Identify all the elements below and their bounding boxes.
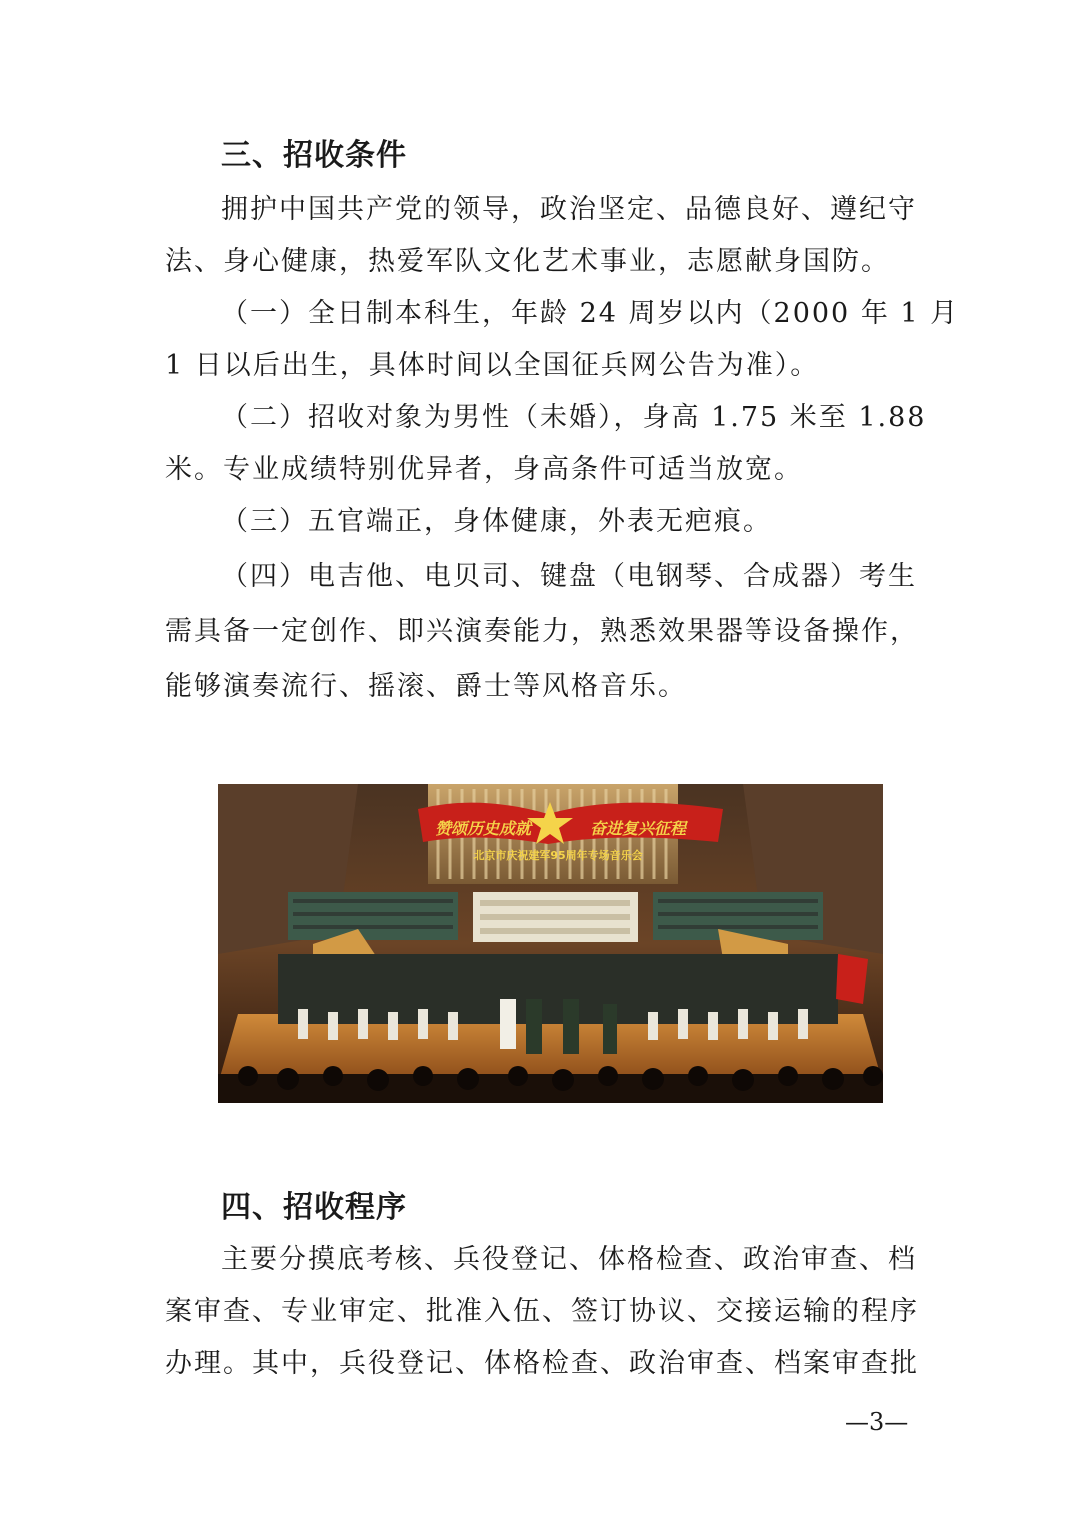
paragraph-line: 主要分摸底考核、兵役登记、体格检查、政治审查、档 [221,1244,917,1275]
paragraph-line: （三）五官端正，身体健康，外表无疤痕。 [221,506,772,537]
paragraph-line: 案审查、专业审定、批准入伍、签订协议、交接运输的程序 [165,1296,919,1327]
banner-subtitle: 北京市庆祝建军95周年专场音乐会 [473,849,643,862]
paragraph-line: （四）电吉他、电贝司、键盘（电钢琴、合成器）考生 [221,561,917,592]
banner-left-text: 赞颂历史成就 [434,819,532,838]
paragraph-line: 拥护中国共产党的领导，政治坚定、品德良好、遵纪守 [221,194,917,225]
banner-right-text: 奋进复兴征程 [589,819,687,838]
paragraph-line: 需具备一定创作、即兴演奏能力，熟悉效果器等设备操作， [165,616,919,647]
section-4-heading: 四、招收程序 [221,1190,407,1225]
concert-photo [218,784,883,1103]
paragraph-line: 办理。其中，兵役登记、体格检查、政治审查、档案审查批 [165,1348,919,1379]
section-3-heading: 三、招收条件 [221,138,407,173]
paragraph-line: 能够演奏流行、摇滚、爵士等风格音乐。 [165,671,687,702]
page-number: —3— [845,1408,909,1436]
paragraph-line: （二）招收对象为男性（未婚），身高 1.75 米至 1.88 [221,402,927,433]
paragraph-line: 法、身心健康，热爱军队文化艺术事业，志愿献身国防。 [165,246,890,277]
paragraph-line: （一）全日制本科生，年龄 24 周岁以内（2000 年 1 月 [221,298,960,329]
paragraph-line: 1 日以后出生，具体时间以全国征兵网公告为准）。 [165,350,820,381]
paragraph-line: 米。专业成绩特别优异者，身高条件可适当放宽。 [165,454,803,485]
